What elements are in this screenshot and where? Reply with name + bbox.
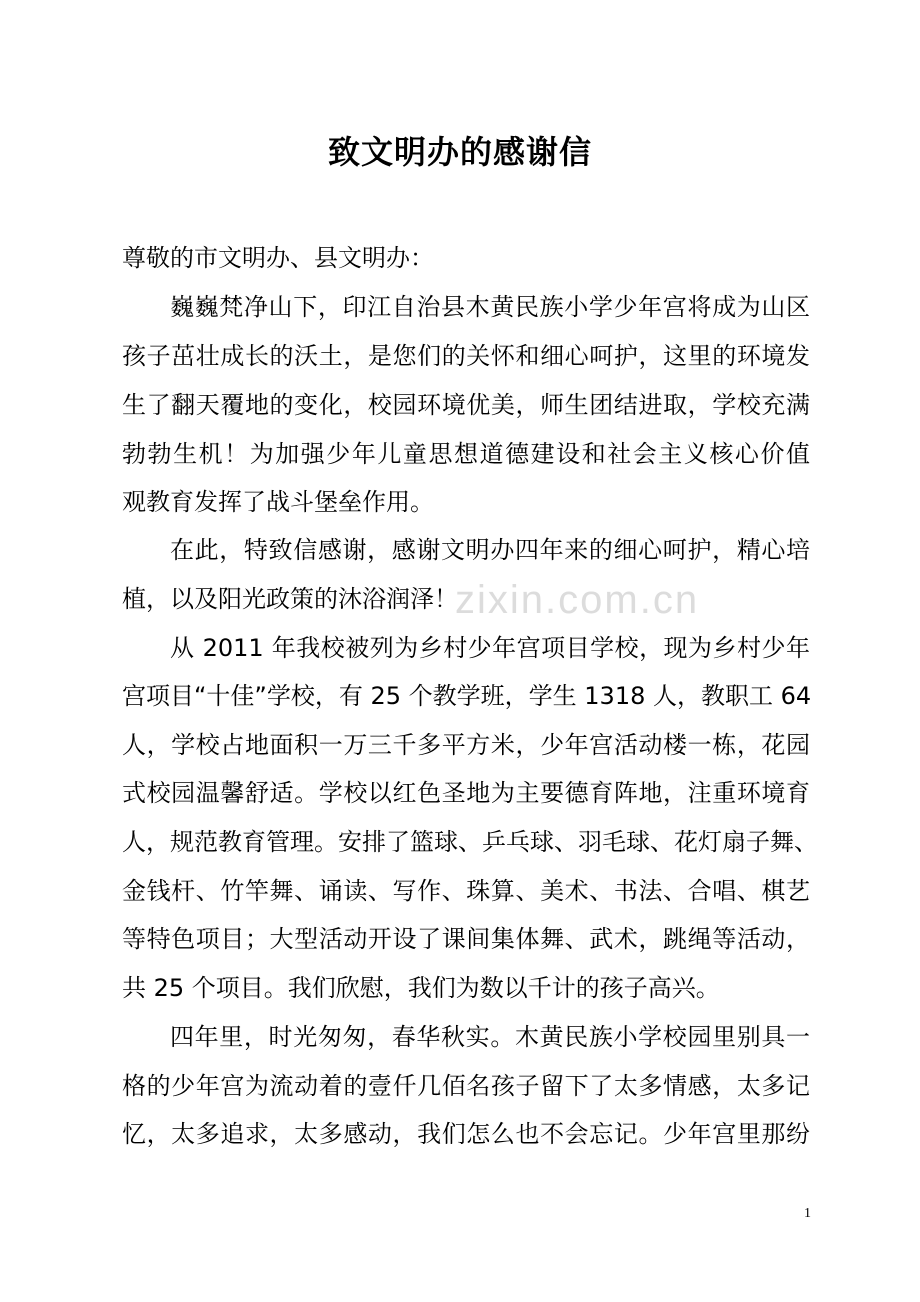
paragraph-line: 人，学校占地面积一万三千多平方米，少年宫活动楼一栋，花园 (122, 731, 810, 759)
paragraph-line: 孩子茁壮成长的沃土，是您们的关怀和细心呵护，这里的环境发 (122, 342, 810, 370)
paragraph-line: 从 2011 年我校被列为乡村少年宫项目学校，现为乡村少年 (170, 634, 810, 662)
paragraph-line: 观教育发挥了战斗堡垒作用。 (122, 488, 434, 516)
watermark: zixin.com.cn (455, 578, 700, 622)
paragraph-line: 式校园温馨舒适。学校以红色圣地为主要德育阵地，注重环境育 (122, 779, 810, 807)
paragraph-line: 忆，太多追求，太多感动，我们怎么也不会忘记。少年宫里那纷 (122, 1120, 810, 1148)
paragraph-line: 巍巍梵净山下，印江自治县木黄民族小学少年宫将成为山区 (170, 293, 810, 321)
document-title: 致文明办的感谢信 (327, 133, 592, 171)
paragraph-line: 生了翻天覆地的变化，校园环境优美，师生团结进取，学校充满 (122, 391, 810, 419)
paragraph-line: 勃勃生机！为加强少年儿童思想道德建设和社会主义核心价值 (122, 440, 810, 468)
paragraph-line: 在此，特致信感谢，感谢文明办四年来的细心呵护，精心培 (170, 536, 810, 564)
page-number: 1 (804, 1206, 811, 1221)
paragraph-line: 格的少年宫为流动着的壹仟几佰名孩子留下了太多情感，太多记 (122, 1072, 810, 1100)
paragraph-line: 四年里，时光匆匆，春华秋实。木黄民族小学校园里别具一 (170, 1023, 810, 1051)
salutation-line: 尊敬的市文明办、县文明办： (122, 244, 434, 272)
paragraph-line: 共 25 个项目。我们欣慰，我们为数以千计的孩子高兴。 (122, 974, 720, 1002)
paragraph-line: 金钱杆、竹竿舞、诵读、写作、珠算、美术、书法、合唱、棋艺 (122, 877, 810, 905)
paragraph-line: 植，以及阳光政策的沐浴润泽！ (122, 585, 458, 613)
paragraph-line: 宫项目“十佳”学校，有 25 个教学班，学生 1318 人，教职工 64 (122, 682, 812, 710)
paragraph-line: 等特色项目；大型活动开设了课间集体舞、武术，跳绳等活动， (122, 925, 810, 953)
paragraph-line: 人，规范教育管理。安排了篮球、乒乓球、羽毛球、花灯扇子舞、 (122, 828, 818, 856)
